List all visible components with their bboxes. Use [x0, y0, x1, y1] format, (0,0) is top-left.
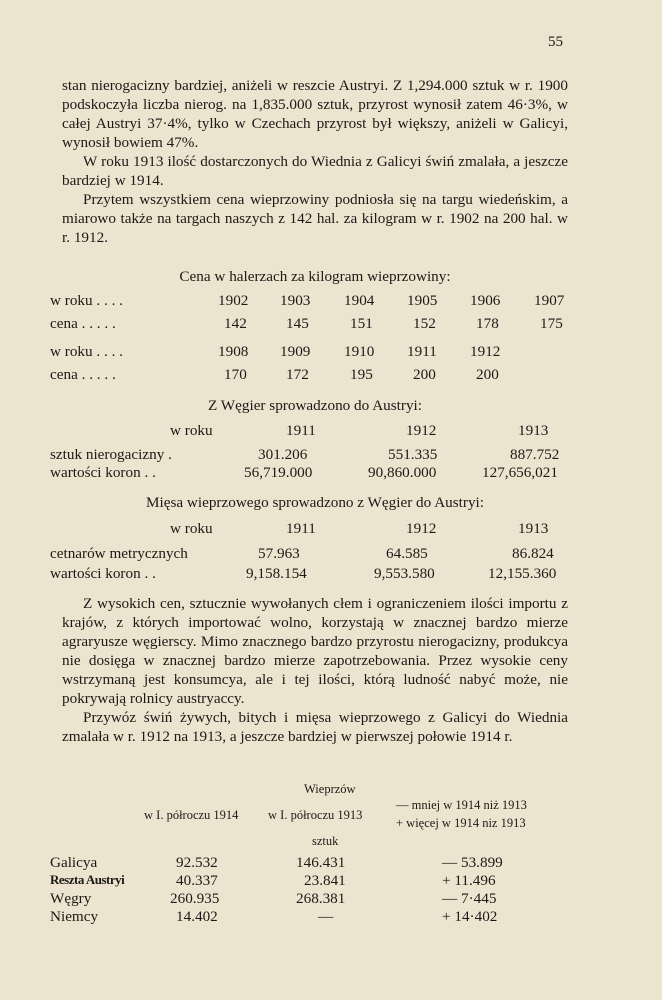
- table-cell: 178: [476, 315, 499, 332]
- table-cell: 1903: [280, 292, 311, 309]
- table-cell: 1909: [280, 343, 311, 360]
- table-cell: 1904: [344, 292, 375, 309]
- row-label: Galicya: [50, 854, 98, 871]
- table-cell: 1902: [218, 292, 249, 309]
- table-cell: 40.337: [176, 872, 218, 889]
- row-label: wartości koron . .: [50, 464, 156, 481]
- header-label: w roku: [170, 520, 213, 537]
- table-cell: 200: [413, 366, 436, 383]
- table1-caption: Cena w halerzach za kilogram wieprzowiny:: [179, 268, 451, 285]
- header-cell: 1913: [518, 422, 549, 439]
- header-cell: 1912: [406, 520, 437, 537]
- table-cell: 145: [286, 315, 309, 332]
- table-cell: 1905: [407, 292, 438, 309]
- table-row: [50, 854, 580, 874]
- table-row: [50, 872, 580, 892]
- table-cell: 200: [476, 366, 499, 383]
- page-number: 55: [548, 34, 563, 50]
- table-cell: 142: [224, 315, 247, 332]
- table-cell: 151: [350, 315, 373, 332]
- table-cell: 1908: [218, 343, 249, 360]
- column-header: + więcej w 1914 niz 1913: [396, 816, 526, 830]
- table-cell: 268.381: [296, 890, 346, 907]
- row-label: wartości koron . .: [50, 565, 156, 582]
- table-cell: 9,158.154: [246, 565, 307, 582]
- table-cell: 170: [224, 366, 247, 383]
- table-cell: 86.824: [512, 545, 554, 562]
- table-cell: 12,155.360: [488, 565, 557, 582]
- table-cell: —: [318, 908, 334, 925]
- header-cell: 1913: [518, 520, 549, 537]
- table-cell: 92.532: [176, 854, 218, 871]
- paragraph-3: Przytem wszystkiem cena wieprzowiny podniosła się na targu wiedeńskim, a miarowo także na targach naszych z 142 hal. za kilogram w r. 1902 na 200 hal. w r. 1912.: [62, 191, 568, 246]
- table-cell: 1906: [470, 292, 501, 309]
- table2-caption: Z Węgier sprowadzono do Austryi:: [208, 397, 422, 414]
- table-row: [50, 908, 580, 928]
- row-label: sztuk nierogacizny .: [50, 446, 172, 463]
- row-label: cena . . . . .: [50, 315, 116, 332]
- row-label: cena . . . . .: [50, 366, 116, 383]
- row-label: w roku . . . .: [50, 343, 123, 360]
- table3-caption: Mięsa wieprzowego sprowadzono z Węgier do Austryi:: [146, 494, 484, 511]
- paragraph-1: stan nierogacizny bardziej, aniżeli w reszcie Austryi. Z 1,294.000 sztuk w r. 1900 podskoczyła liczba nierog. na 1,835.000 sztuk, przyrost wynosił zatem 46·3%, w całej Austryi 37·4%, tylko w Czechach przyrost był większy, aniżeli w Galicyi, wynosił bowiem 47%.: [62, 77, 568, 151]
- header-cell: 1912: [406, 422, 437, 439]
- header-label: w roku: [170, 422, 213, 439]
- table-cell: 9,553.580: [374, 565, 435, 582]
- text-block-middle: [62, 594, 568, 746]
- table-cell: 64.585: [386, 545, 428, 562]
- table-cell: 127,656,021: [482, 464, 558, 481]
- table-cell: 1910: [344, 343, 375, 360]
- table-cell: 1912: [470, 343, 501, 360]
- table-cell: 1911: [407, 343, 437, 360]
- table-cell: — 53.899: [442, 854, 503, 871]
- header-cell: 1911: [286, 422, 316, 439]
- table-cell: 14.402: [176, 908, 218, 925]
- table-cell: 887.752: [510, 446, 560, 463]
- table-cell: + 11.496: [442, 872, 496, 889]
- column-header: — mniej w 1914 niż 1913: [396, 798, 527, 812]
- table-cell: 152: [413, 315, 436, 332]
- paragraph-2: W roku 1913 ilość dostarczonych do Wiednia z Galicyi świń zmalała, a jeszcze bardziej w 1914.: [62, 153, 568, 189]
- table-cell: 23.841: [304, 872, 346, 889]
- table-cell: 90,860.000: [368, 464, 437, 481]
- table-cell: 56,719.000: [244, 464, 313, 481]
- table-cell: 260.935: [170, 890, 220, 907]
- row-label: w roku . . . .: [50, 292, 123, 309]
- unit-label: sztuk: [312, 834, 339, 848]
- paragraph-4: Z wysokich cen, sztucznie wywołanych cłem i ograniczeniem ilości importu z krajów, z których importować wolno, korzystają w znacznej bardzo mierze agraryusze węgierscy. Mimo znacznego bardzo przyrostu nierogacizny, produkcya nie dosięga w znacznej bardzo mierze zapotrzebowania. Przez wysokie ceny wstrzymaną jest konsumcya, ale i tej ilości, którą ludność nabyć może, nie pokrywają rolnicy austryaccy.: [62, 595, 568, 707]
- paragraph-5: Przywóz świń żywych, bitych i mięsa wieprzowego z Galicyi do Wiednia zmalała w r. 1912 na 1913, a jeszcze bardziej w pierwszej połowie 1914 r.: [62, 709, 568, 745]
- table-cell: 301.206: [258, 446, 308, 463]
- row-label: cetnarów metrycznych: [50, 545, 188, 562]
- header-cell: 1911: [286, 520, 316, 537]
- table-cell: 175: [540, 315, 563, 332]
- row-label: Reszta Austryi: [50, 872, 125, 887]
- table-cell: 172: [286, 366, 309, 383]
- text-block-top: [62, 76, 568, 247]
- table-cell: 146.431: [296, 854, 346, 871]
- row-label: Węgry: [50, 890, 92, 907]
- row-label: Niemcy: [50, 908, 99, 925]
- table-cell: 551.335: [388, 446, 438, 463]
- table-cell: + 14·402: [442, 908, 498, 925]
- column-header: w I. półroczu 1914: [144, 808, 239, 822]
- table-cell: 57.963: [258, 545, 300, 562]
- table-heading: Wieprzów: [304, 782, 356, 796]
- table-row: [50, 890, 580, 910]
- column-header: w I. półroczu 1913: [268, 808, 363, 822]
- table-cell: 195: [350, 366, 373, 383]
- table-cell: — 7·445: [442, 890, 497, 907]
- table-cell: 1907: [534, 292, 565, 309]
